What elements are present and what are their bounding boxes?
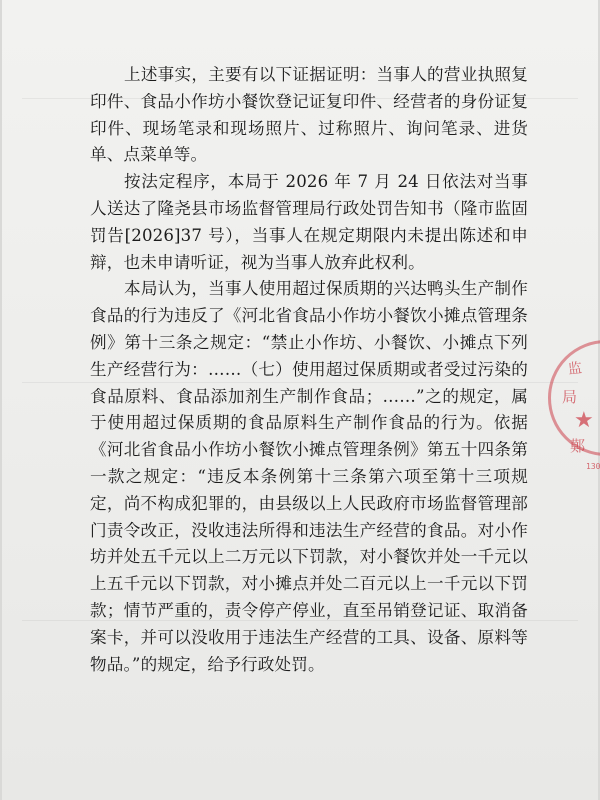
document-body [90,62,528,678]
seal-character: 监 [567,360,583,378]
document-page [2,0,598,800]
seal-star-icon: ★ [574,408,594,433]
evidence-paragraph: 上述事实，主要有以下证据证明：当事人的营业执照复印件、食品小作坊小餐饮登记证复印件、经营者的身份证复印件、现场笔录和现场照片、过称照片、询问笔录、进货单、点菜单等。 [90,65,528,165]
seal-character: 鄚 [570,437,586,455]
legal-basis-paragraph: 本局认为，当事人使用超过保质期的兴达鸭头生产制作食品的行为违反了《河北省食品小作坊小餐饮小摊点管理条例》第十三条之规定：“禁止小作坊、小餐饮、小摊点下列生产经营行为：……（七）使用超过保质期或者受过污染的食品原料、食品添加剂生产制作食品；……”之的规定，属于使用超过保质期的食品原料生产制作食品的行为。依据《河北省食品小作坊小餐饮小摊点管理条例》第五十四条第一款之规定：“违反本条例第十三条第六项至第十三项规定，尚不构成犯罪的，由县级以上人民政府市场监督管理部门责令改正，没收违法所得和违法生产经营的食品。对小作坊并处五千元以上二万元以下罚款，对小餐饮并处一千元以上五千元以下罚款，对小摊点并处二百元以上一千元以下罚款；情节严重的，责令停产停业，直至吊销登记证、取消备案卡，并可以没收用于违法生产经营的工具、设备、原料等物品。”的规定，给予行政处罚。 [90,279,528,674]
seal-character: 局 [562,388,578,406]
procedure-paragraph: 按法定程序，本局于 2026 年 7 月 24 日依法对当事人送达了隆尧县市场监督管理局行政处罚告知书（隆市监固罚告[2026]37 号），当事人在规定期限内未提出陈述和申辩，也未申请听证，视为当事人放弃此权利。 [90,172,528,272]
seal-number: 130 [586,462,600,471]
